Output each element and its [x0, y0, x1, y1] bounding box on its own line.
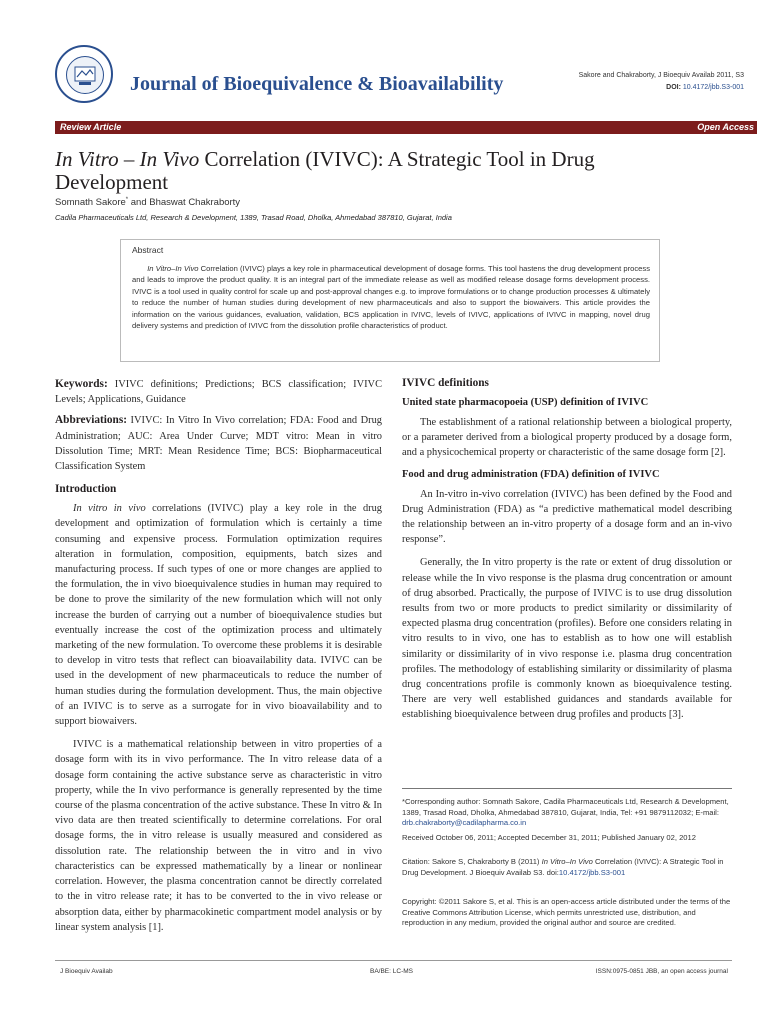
article-type-banner: [55, 121, 757, 134]
open-access-label: Open Access: [697, 122, 754, 132]
introduction-heading: Introduction: [55, 483, 117, 496]
corresponding-mark: *: [125, 197, 129, 203]
doi-link[interactable]: 10.4172/jbb.S3-001: [682, 84, 744, 91]
review-article-label: Review Article: [60, 122, 122, 132]
abbreviations-label: Abbreviations:: [55, 414, 127, 427]
usp-paragraph: The establishment of a rational relationship between a biological property, or a parameter derived from a biological property produced by a dosage form, and a physicochemical property or characteristic of the same dosage form [2].: [402, 417, 732, 459]
intro-paragraph-2: IVIVC is a mathematical relationship between in vitro properties of a dosage form with its in vivo performance. The In vitro release data of a dosage form containing the active substance serve as characteristic in vitro property, while the In vivo performance is generally represented by the time course of the plasma concentration of the active substance. These In vitro & In vivo data are then treated scientifically to determine correlations. For oral dosage forms, the in vitro release is usually measured and considered as dissolution rate. The relationship between the in vitro and in vivo characteristics can be expressed mathematically by a linear or nonlinear correlation. However, the plasma concentration cannot be directly correlated to the in vitro release rate; it has to be converted to the in vivo release or absorption data, either by pharmacokinetic compartment model analysis or by linear system analysis [1].: [55, 739, 383, 933]
keywords-text: IVIVC definitions; Predictions; BCS classification; IVIVC Levels; Applications, Guidance: [55, 379, 382, 406]
journal-title: Journal of Bioequivalence & Bioavailability: [130, 73, 504, 95]
copyright-note: Copyright: ©2011 Sakore S, et al. This is an open-access article distributed under the terms of the Creative Commons Attribution License, which permits unrestricted use, distribution, and reproduction in any medium, provided the original author and source are credited.: [402, 897, 731, 928]
ivivc-definitions-heading: IVIVC definitions: [402, 377, 489, 389]
abstract-heading: Abstract: [132, 245, 164, 255]
footer-divider: [55, 960, 732, 961]
article-title-rest: Correlation (IVIVC): A Strategic Tool in Drug Development: [55, 147, 595, 194]
doi-label: DOI:: [666, 84, 681, 91]
fda-paragraph-1: An In-vitro in-vivo correlation (IVIVC) has been defined by the Food and Drug Administration (FDA) as “a predictive mathematical model describing the relationship between an in-vitro property of a dosage form and an in-vivo response”.: [402, 488, 732, 546]
footnote-divider: [402, 788, 732, 789]
abstract-italic: In Vitro–In Vivo: [147, 264, 199, 273]
citation-text-2: Correlation (IVIVC): A Strategic Tool in Drug Development. J Bioequiv Availab S3. doi:: [402, 857, 724, 877]
keywords: [55, 377, 382, 407]
citation-doi-link[interactable]: 10.4172/jbb.S3-001: [558, 867, 626, 877]
corresponding-email-link[interactable]: drb.chakraborty@cadilapharma.co.in: [402, 818, 527, 828]
fda-paragraph-2: Generally, the In vitro property is the rate or extent of drug dissolution or release while the In vivo response is the plasma drug concentration or amount of drug absorbed. Practically, the purpose of IVIVC is to use drug dissolution results from two or more products to predict similarity or dissimilarity of expected plasma drug concentration (profiles). Before one considers relating in vitro results to in vivo, one has to establish as to how one will establish similarity or dissimilarity of in vivo response i.e. plasma drug concentration profiles. The methodology of establishing similarity or dissimilarity of plasma drug concentrations profile is commonly known as bioequivalence testing. There are very well established guidances and standards available for establishing bioequivalence between drug profiles and products [3].: [402, 557, 732, 721]
authors: [55, 197, 240, 208]
footer-issue: BA/BE: LC-MS: [370, 968, 413, 975]
intro-paragraph-1: [55, 501, 382, 729]
received-dates: Received October 06, 2011; Accepted December 31, 2011; Published January 02, 2012: [402, 833, 696, 842]
left-column: [55, 377, 382, 935]
corresponding-author-note: [402, 797, 732, 829]
author-2: and Bhaswat Chakraborty: [128, 197, 241, 209]
journal-logo: [55, 45, 113, 103]
abstract-text: [132, 263, 650, 331]
citation-note: [402, 857, 732, 878]
header-citation-block: [579, 70, 744, 94]
intro-p1-text: correlations (IVIVC) play a key role in the drug development and optimization of formulation which is certainly a time consuming and expensive process. Formulation optimization requires alteration in formulation, composition, equipments, batch sizes and manufacturing process. If such types of one or more changes are applied to the formulation, the in vivo bioequivalence studies in human may required to be done to prove the similarity of the new formulation which will not only increase the burden of carrying out a number of bioequivalence studies but eventually increase the cost of the optimization process and ultimately marketing of the new formulation. To overcome these problems it is desirable to develop in vitro tests that reflect can bioavailability data. IVIVC can be used in the development of new pharmaceuticals to reduce the number of human studies during the formulation development. Thus, the main objective of an IVIVC is to serve as a surrogate for in vivo bioavailability and to support biowaivers.: [55, 503, 383, 728]
keywords-label: Keywords:: [55, 378, 108, 390]
affiliation: Cadila Pharmaceuticals Ltd, Research & Development, 1389, Trasad Road, Dholka, Ahmedabad 387810, Gujarat, India: [55, 213, 452, 222]
author-1: Somnath Sakore: [55, 197, 126, 209]
citation-italic: In Vitro–In Vivo: [541, 857, 593, 866]
abbreviations-text: IVIVC: In Vitro In Vivo correlation; FDA: Food and Drug Administration; AUC: Area Under Curve; MDT vitro: Mean in vitro Dissolution Time; MRT: Mean Residence Time; BCS: Biopharmaceutical Classification System: [55, 415, 382, 473]
footer-journal: J Bioequiv Availab: [60, 968, 113, 975]
header-citation: Sakore and Chakraborty, J Bioequiv Availab 2011, S3: [578, 72, 744, 79]
fda-heading: Food and drug administration (FDA) definition of IVIVC: [402, 468, 660, 480]
intro-italic: In vitro in vivo: [73, 503, 146, 515]
right-column: [402, 377, 732, 723]
footer-issn: ISSN:0975-0851 JBB, an open access journal: [595, 968, 728, 975]
article-title: [55, 148, 695, 194]
article-title-italic: In Vitro – In Vivo: [55, 147, 200, 171]
corresponding-author-text: *Corresponding author: Somnath Sakore, Cadila Pharmaceuticals Ltd, Research & Development, 1389, Trasad Road, Dholka, Ahmedabad 387810, Gujarat, India, Tel: +91 9879112032; E-mail:: [402, 797, 729, 817]
abbreviations: [55, 413, 382, 474]
abstract-body: Correlation (IVIVC) plays a key role in pharmaceutical development of dosage forms. This tool hastens the drug development process and leads to improve the product quality. It is an integral part of the immediate release as well as modified release dosage forms development process. IVIVC is a tool used in quality control for scale up and post-approval changes e.g. to improve formulations or to change production processes & ultimately to reduce the number of human studies during development of new pharmaceuticals and also to support the biowaivers. This article provides the information on the various guidances, evaluation, validation, BCS application in IVIVC, levels of IVIVC, applications of IVIVC in mapping, novel drug delivery systems and prediction of IVIVC from the dissolution profile characteristics of product.: [132, 264, 650, 331]
citation-text: Citation: Sakore S, Chakraborty B (2011): [402, 857, 540, 866]
usp-heading: United state pharmacopoeia (USP) definition of IVIVC: [402, 397, 649, 408]
